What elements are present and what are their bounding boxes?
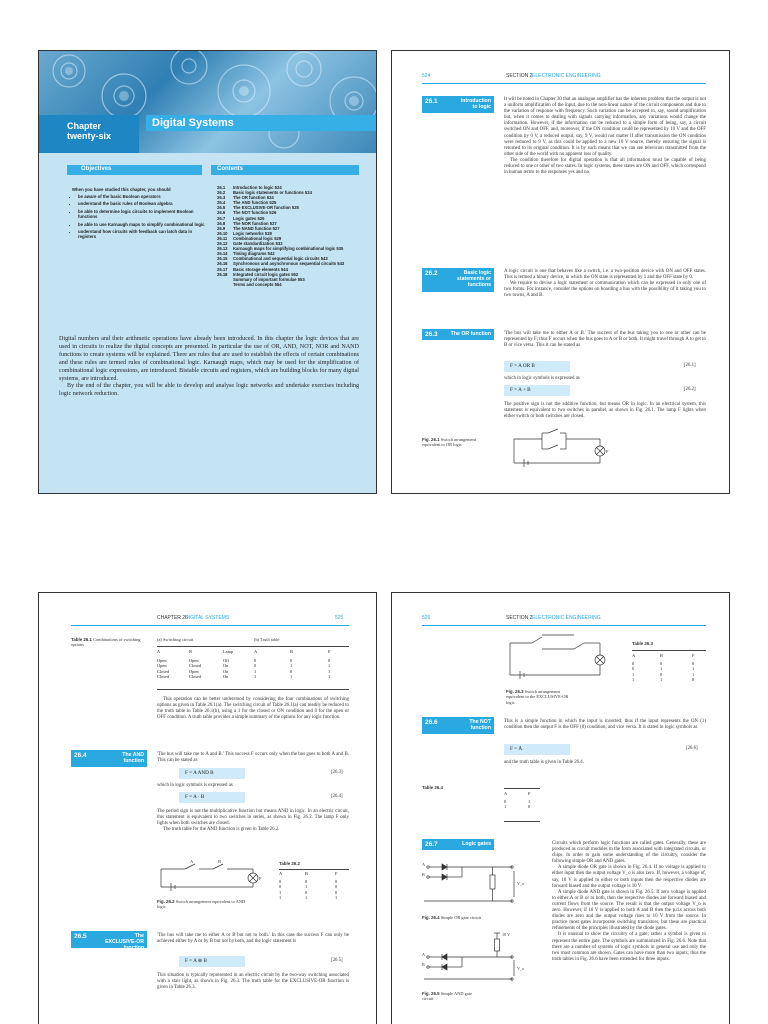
or-switch-diagram	[504, 425, 614, 471]
section-name: ELECTRONIC ENGINEERING	[532, 615, 601, 621]
table-header-row: A B Lamp	[157, 649, 234, 654]
section-26-4-text-2: The period sign is not the multiplicative function but means AND in logic. In an electric circuit, this statement is equivalent to two switches in series, as shown in Fig. 26.2. The lamp F only lights when both switches are closed. The truth table for the AND function is given in Table 26.2.	[157, 809, 349, 833]
section-26-5-text: 'The bus will take me to either A or B but not to both.' In this case the success F can only be achieved either by A or by B but not by both, and the logic statement is	[157, 933, 349, 945]
table-row: 0 0 0	[632, 661, 695, 667]
section-26-6-text-2: and the truth table is given in Table 26.4.	[504, 760, 584, 765]
truth-table-exclusive-or	[630, 653, 708, 682]
page-number: 526	[422, 615, 431, 621]
table-explanation-text: This operation can be better understood by considering the four combinations of switching options as given in Table 26.1(a). The switching circuit of Table 26.1(a) can readily be reduced to the truth table in Table 26.1(b), using a 1 for the closed or ON condition and 0 for the open or OFF condition. A truth table provides a simple summary of the options for any logic function.	[157, 697, 349, 721]
chapter-label: Chapter	[67, 121, 102, 131]
contents-entry: 26.11 Combinational logic 529	[217, 235, 282, 241]
truth-table-and	[277, 871, 351, 900]
equation-26-1: F = A OR B	[504, 361, 570, 372]
switching-circuit-table	[155, 649, 245, 679]
supply-label: 10 V	[502, 932, 511, 937]
section-label: SECTION 2	[506, 73, 533, 79]
figure-caption: Fig. 26.2 Switch arrangement equivalent to AND logic	[157, 899, 246, 910]
switch-a-label: A	[190, 859, 194, 864]
table-row: 1 0 1	[254, 668, 331, 674]
section-label: SECTION 2	[506, 615, 533, 621]
equation-26-2: F = A + B	[504, 385, 570, 396]
contents-entry: 26.18 Integrated circuit logic gates 552	[217, 271, 299, 277]
truth-table-26-1b	[252, 649, 352, 679]
chapter-title: Digital Systems	[152, 117, 234, 129]
equation-26-3: F = A AND B	[179, 768, 245, 779]
contents-heading: Contents	[217, 166, 243, 172]
equation-number: [26.2]	[684, 387, 696, 392]
contents-entry: 26.1 Introduction to logic 524	[217, 185, 282, 190]
section-26-5-text-2: This situation is typically represented in an electric circuit by the two-way switching associated with a stair light, as shown in Fig. 26.3. The truth table for the EXCLUSIVE-OR function is given in Table 26.3.	[157, 973, 349, 991]
chapter-name: DIGITAL SYSTEMS	[185, 615, 230, 621]
page-526	[391, 592, 730, 1024]
contents-entry: 26.14 Timing diagrams 542	[217, 251, 275, 257]
table-row: 0 1 1	[254, 663, 331, 669]
and-switch-diagram	[157, 855, 267, 895]
table-rule	[504, 821, 540, 822]
objectives-intro: When you have studied this chapter, you should	[72, 187, 171, 192]
table-row: 1 0	[504, 804, 531, 810]
contents-entry: 26.4 The AND function 525	[217, 200, 277, 206]
section-26-7-text: Circuits which perform logic functions are called gates. Generally, these are produced as circuit modules in the form associated with integrated circuits, or chips. In order to gain some understanding of the circuitry, consider the following simple OR and AND gates. A simple diode OR gate is shown in Fig. 26.4. If no voltage is applied to either input then the output voltage V_o is also zero. If, however, a voltage of, say, 10 V is applied to either or both inputs then the respective diodes are forward biased and the output voltage is 10 V. A simple diode AND gate is shown in Fig. 26.5. If zero voltage is applied to either A or B or to both, then the respective diodes are forward biased and current flows from the source. The result is that the output voltage V_o is zero. However, if 10 V is applied to both A and B then the p.d.s across both diodes are zero and the output voltage rises to 10 V from the source. In practice most gates incorporate switching transistors, but these are practical refinements of the principles illustrated by the diode gates. It is unusual to show the circuitry of a gate; rather a symbol is given to represent the entire gate. The symbols are summarized in Fig. 26.6. Note that there are a number of systems of logic symbols in general use and only the two most common are shown. Gates can have more than two inputs; thus the truth tables in Fig. 26.6 have been extended for three inputs.	[552, 841, 706, 962]
section-name: ELECTRONIC ENGINEERING	[532, 73, 601, 79]
table-row: Closed Closed On	[157, 673, 229, 679]
exclusive-or-switch-diagram	[502, 629, 614, 685]
contents-entry: 26.2 Basic logic statements or functions 524	[217, 190, 312, 196]
chapter-intro-text	[59, 336, 359, 399]
table-26-3-label: Table 26.3	[632, 641, 653, 646]
and-gate-diode-circuit	[422, 929, 546, 987]
section-heading-26-7: 26.7 Logic gates	[422, 839, 494, 850]
contents-entry: 26.13 Karnaugh maps for simplifying combinational logic 535	[217, 246, 344, 252]
equation-number: [26.3]	[331, 770, 343, 775]
table-rule	[279, 869, 349, 870]
objective-item: • be able to determine logic circuits to implement Boolean functions	[78, 209, 206, 220]
section-heading-26-3: 26.3 The OR function	[422, 329, 494, 340]
equation-number: [26.1]	[684, 363, 696, 368]
page-number: 524	[422, 73, 431, 79]
section-26-3-text: 'The bus will take me to either A or B.' The success of the bus taking you to one or other can be represented by F; thus F occurs when the bus goes to A or B or both. It might travel through A to get to B or vice versa. This it can be stated as	[504, 331, 706, 349]
objective-item: • be aware of the basic Boolean operators	[78, 194, 206, 199]
table-header-row: A B F	[279, 871, 338, 876]
page-chapter-opener	[38, 50, 377, 494]
page-number: 525	[335, 615, 344, 621]
section-26-6-text: This is a simple function in which the input is inverted; thus if the input represents the ON (1) condition then the output F is the OFF (0) condition, and vice versa. It is stated in logic symbols as	[504, 719, 706, 731]
contents-entry: 26.12 Gate standardization 532	[217, 241, 283, 247]
section-heading-26-5: 26.5 The EXCLUSIVE-OR function	[71, 931, 147, 948]
objectives-list	[72, 194, 206, 242]
table-row: Open Open Off	[157, 658, 230, 664]
equation-connector-text: which in logic symbols is expressed as	[157, 783, 233, 788]
contents-entry: 26.10 Logic networks 528	[217, 230, 272, 236]
table-rule	[632, 650, 706, 651]
input-b-label: B	[422, 962, 425, 967]
section-heading-26-6: 26.6 The NOT function	[422, 717, 494, 734]
table-row: 0 1 0	[279, 884, 338, 890]
contents-entry: 26.17 Basic storage elements 544	[217, 266, 288, 272]
chapter-number: twenty-six	[67, 131, 112, 141]
header-rule	[71, 625, 349, 626]
figure-caption: Fig. 26.3 Switch arrangement equivalent to the EXCLUSIVE-OR logic	[506, 689, 569, 705]
objectives-heading: Objectives	[81, 166, 112, 172]
or-gate-diode-circuit	[422, 855, 546, 911]
table-rule	[157, 689, 349, 690]
output-label: V_o	[517, 881, 525, 886]
table-row: 0 1 1	[632, 666, 695, 672]
contents-entry: 26.3 The OR function 524	[217, 195, 274, 201]
contents-entry: 26.9 The NAND function 527	[217, 225, 280, 231]
lamp-label: F	[606, 449, 609, 454]
contents-entry: Terms and concepts 554	[233, 281, 282, 287]
contents-entry: Summary of important formulae 553	[233, 276, 305, 282]
running-header	[392, 73, 729, 81]
contents-entry: 26.16 Synchronous and asynchronous sequential circuits 543	[217, 261, 345, 267]
section-heading-26-1: 26.1 Introduction to logic	[422, 96, 494, 113]
table-row: 0 0 0	[254, 658, 331, 664]
chapter-label: CHAPTER 26	[157, 615, 188, 621]
contents-entry: 26.5 The EXCLUSIVE-OR function 525	[217, 205, 299, 211]
equation-number: [26.5]	[331, 958, 343, 963]
lamp-label: F	[259, 876, 262, 881]
equation-26-4: F = A · B	[179, 792, 245, 803]
contents-entry: 26.6 The NOT function 526	[217, 210, 277, 216]
section-26-1-text: It will be noted in Chapter 30 that an analogue amplifier has the inherent problem that the output is not a uniform amplification of the input, due to the non-linear nature of the circuit components and due to the variation of response with frequency. Such variation can be accepted in, say, sound amplification but, when it comes to dealing with signals carrying information, any variations would change the information. However, if the information can be reduced to a simple form of being, say, a circuit switched ON and OFF, and, moreover, if the ON condition could be represented by 10 V and the OFF condition by 0 V, a reduced output, say, 9 V, would not matter if after transmission the ON condition were reduced to 9 V, as this could be applied to a new 10 V source, thereby ensuring the signal is returned to its original condition. It is by such means that we can see television transmitted from the other side of the world with no apparent loss of quality. The condition therefore for digital operation is that all information must be capable of being reduced to one or other of two states. In logic systems, these states are ON and OFF, which correspond in human terms to the responses yes and no.	[504, 97, 706, 176]
table-header-row: A B F	[632, 653, 695, 658]
page-525	[38, 592, 377, 1024]
equation-number: [26.6]	[686, 746, 698, 751]
figure-caption: Fig. 26.4 Simple OR gate circuit	[422, 915, 482, 920]
contents-list	[217, 185, 367, 287]
equation-26-5: F = A ⊕ B	[179, 956, 245, 967]
input-a-label: A	[422, 862, 426, 867]
input-a-label: A	[422, 952, 426, 957]
intro-paragraph-2: By the end of the chapter, you will be able to develop and analyse logic networks and undertake exercises including logic network reduction.	[59, 383, 359, 398]
figure-caption: Fig. 26.1 Switch arrangement equivalent to OR logic	[422, 437, 476, 448]
table-rule	[504, 788, 540, 789]
equation-number: [26.4]	[331, 794, 343, 799]
objective-item: • be able to use Karnaugh maps to simplify combinational logic	[78, 222, 206, 227]
table-header-row: A F	[504, 791, 531, 796]
table-row: 0 0 0	[279, 879, 338, 885]
section-26-4-text: 'The bus will take me to A and B.' This success F occurs only when the bus goes to both A and B. This can be stated as	[157, 752, 349, 764]
header-rule	[422, 625, 706, 626]
table-row: 0 1	[504, 799, 531, 805]
equation-connector-text: which in logic symbols is expressed as	[504, 376, 580, 381]
section-heading-26-2: 26.2 Basic logic statements or functions	[422, 268, 494, 292]
table-row: Open Closed On	[157, 663, 229, 669]
table-header-row: A B F	[254, 649, 331, 654]
running-header	[39, 615, 376, 623]
running-header	[392, 615, 729, 623]
equation-26-6: F = Ā	[504, 744, 570, 755]
table-26-2-label: Table 26.2	[279, 861, 300, 866]
section-26-3-text-2: The positive sign is not the additive function, but means OR in logic. In an electrical system, this statement is equivalent to two switches in parallel, as shown in Fig. 26.1. The lamp F lights when either switch or both switches are closed.	[504, 402, 706, 420]
contents-entry: 26.8 The NOR function 527	[217, 220, 277, 226]
header-rule	[422, 83, 706, 84]
table-row: Closed Open On	[157, 668, 229, 674]
intro-paragraph-1: Digital numbers and their arithmetic operations have already been introduced. In this chapter the logic devices that are used in circuits to realize the digital concepts are presented. In particular the use of OR, AND, NOT, NOR and NAND functions to create systems will be explained. There are rules that are used to establish the effects of certain combinations and these rules are termed rules of combinational logic. Karnaugh maps, which may be used for the simplification of combinational logic expressions, are introduced. Bistable circuits and registers, which are building blocks for many digital systems, are introduced.	[59, 336, 359, 382]
objective-item: • understand the basic rules of Boolean algebra	[78, 201, 206, 206]
switch-b-label: B	[218, 859, 222, 864]
table-b-title: (b) Truth table	[254, 637, 280, 642]
table-row: 1 1 1	[254, 673, 331, 679]
table-rule	[157, 646, 349, 647]
contents-entry: 26.7 Logic gates 526	[217, 215, 265, 221]
table-26-1-caption: Table 26.1 Combinations of switching options	[71, 637, 141, 648]
table-a-title: (a) Switching circuit	[157, 637, 194, 642]
table-row: 1 0 1	[632, 671, 695, 677]
output-label: V_o	[517, 966, 525, 971]
table-row: 1 0 0	[279, 889, 338, 895]
input-b-label: B	[422, 872, 425, 877]
table-row: 1 1 1	[279, 894, 338, 900]
table-26-4-label: Table 26.4	[422, 785, 443, 790]
contents-entry: 26.15 Combinational and sequential logic circuits 543	[217, 256, 328, 262]
objective-item: • understand how circuits with feedback can latch data in registers	[78, 229, 206, 240]
section-heading-26-4: 26.4 The AND function	[71, 750, 147, 767]
table-row: 1 1 0	[632, 676, 695, 682]
truth-table-not	[502, 791, 542, 810]
figure-caption: Fig. 26.5 Simple AND gate circuit	[422, 991, 472, 1002]
page-524	[391, 50, 730, 494]
section-26-2-text: A logic circuit is one that behaves like a switch, i.e. a two-position device with ON and OFF states. This is termed a binary device, in which the ON state is represented by 1 and the OFF state by 0. We require to devise a logic statement or communication which can be expressed in only one of two forms. For instance, consider the options on boarding a bus with the possibility of it taking you to two towns, A and B.	[504, 269, 706, 299]
